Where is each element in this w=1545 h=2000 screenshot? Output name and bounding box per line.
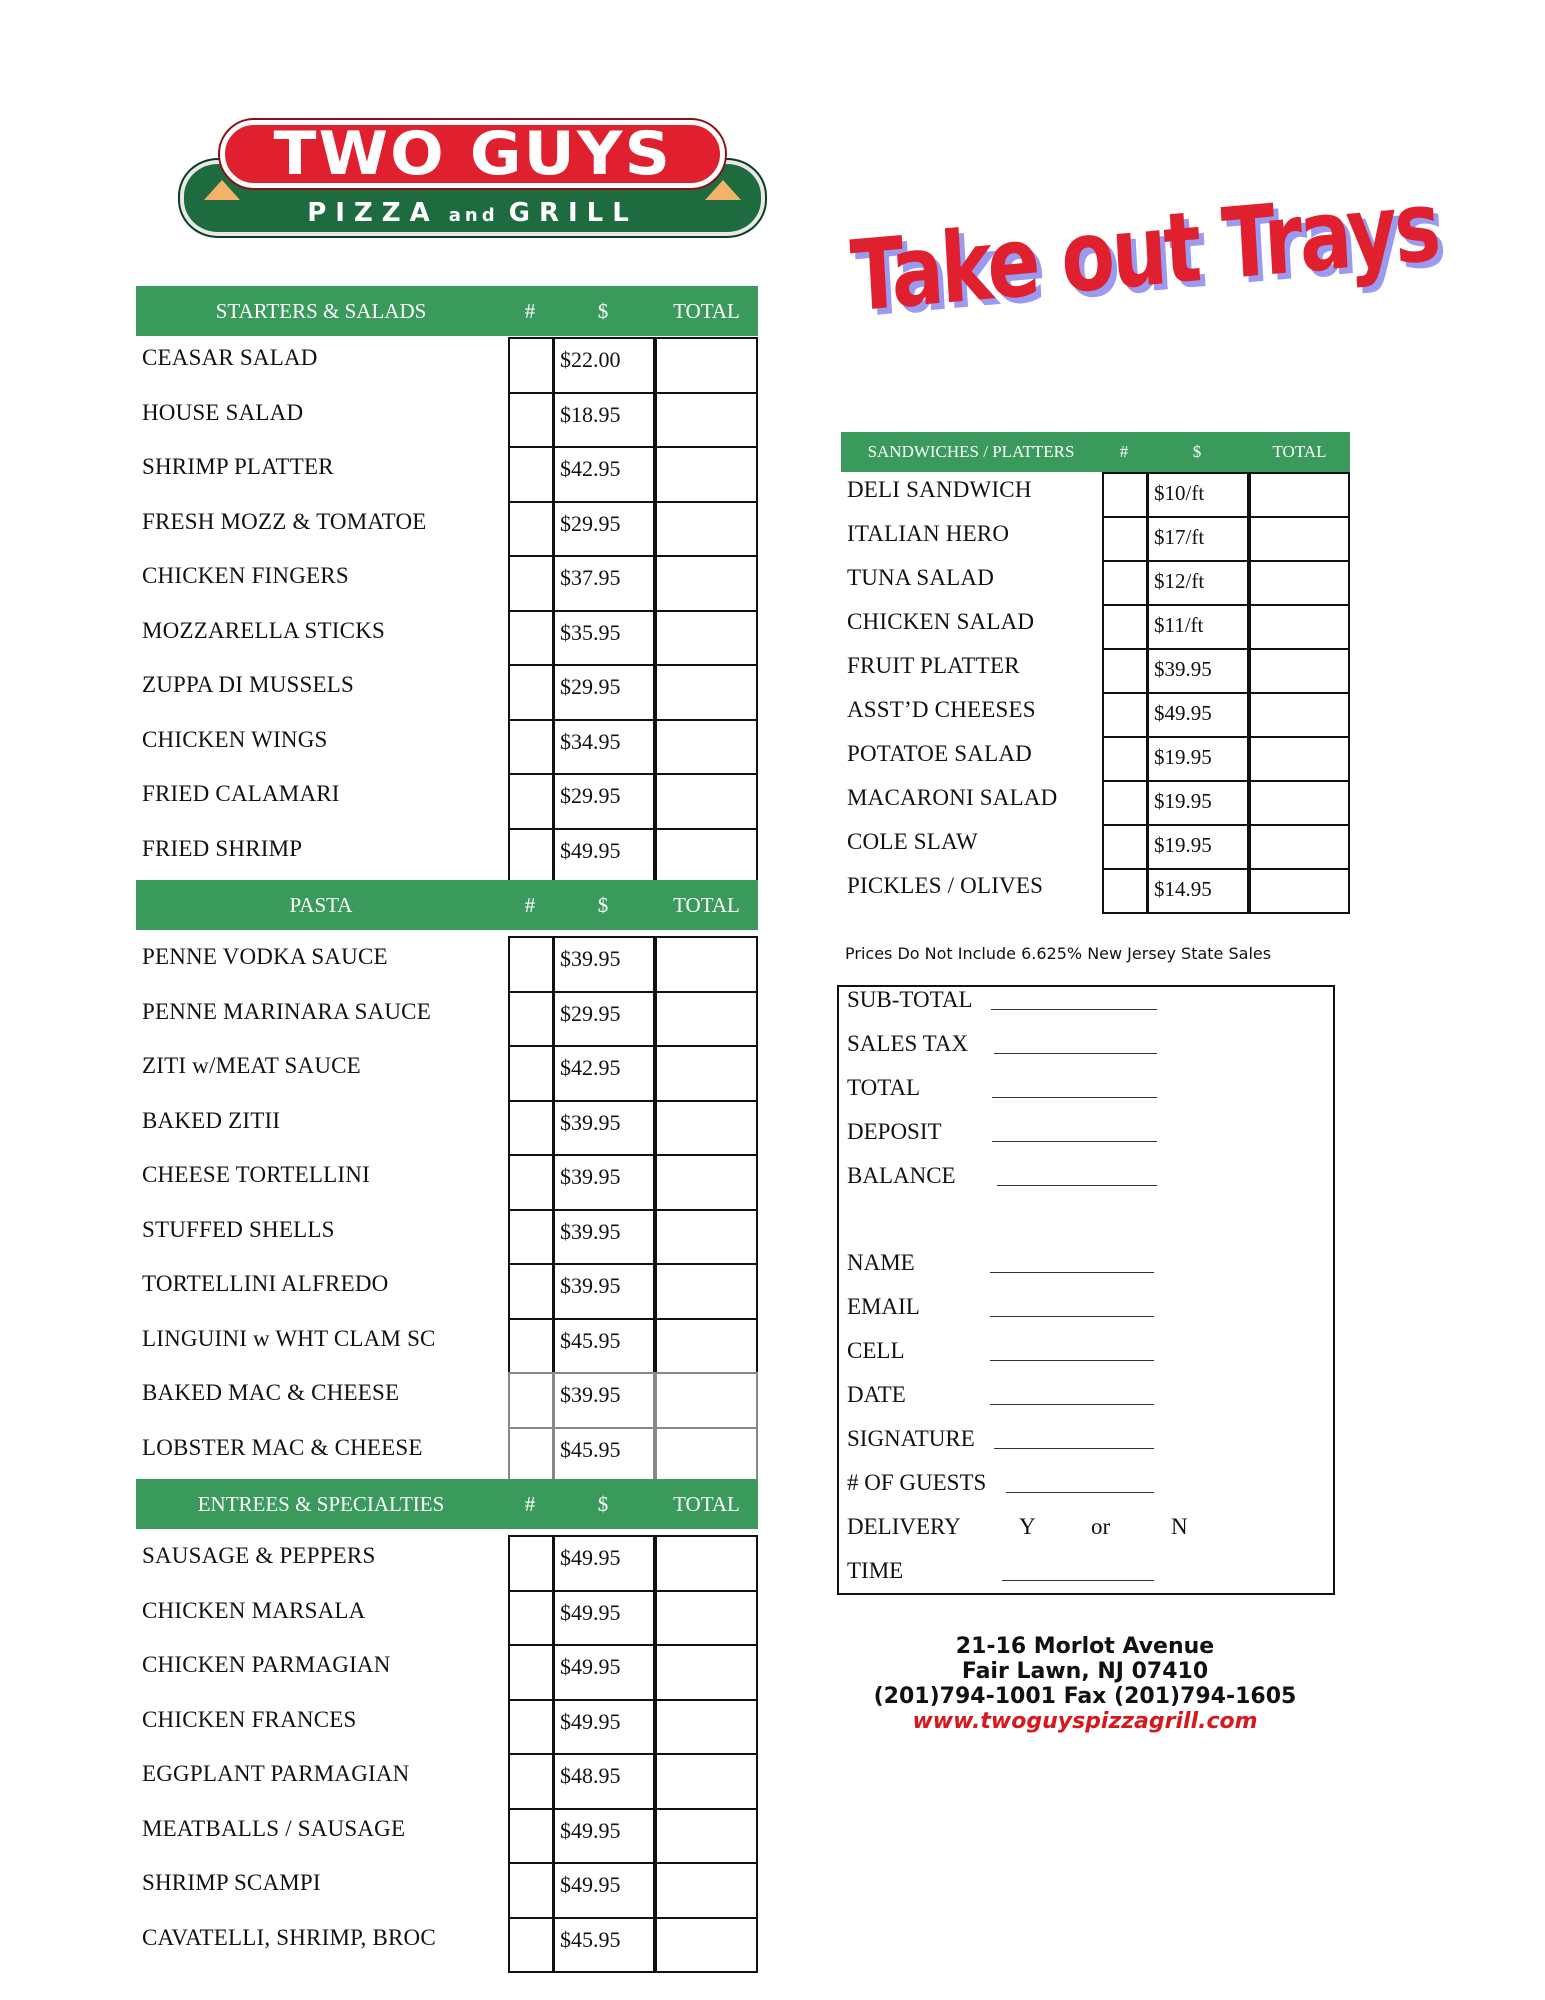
delivery-or-text: or	[1091, 1514, 1111, 1539]
starters-section-title: STARTERS & SALADS	[215, 298, 427, 323]
price-cell	[1147, 780, 1249, 826]
total-field[interactable]	[1249, 516, 1350, 562]
pasta-col-number: #	[524, 892, 536, 917]
item-name: LOBSTER MAC & CHEESE	[142, 1434, 423, 1460]
guests-field-line[interactable]	[1006, 1492, 1154, 1493]
date-field-line[interactable]	[990, 1404, 1154, 1405]
quantity-field[interactable]	[508, 1154, 554, 1211]
item-price: $29.95	[560, 674, 621, 699]
total-field[interactable]	[655, 1862, 758, 1919]
item-price: $49.95	[560, 1545, 621, 1570]
item-name: POTATOE SALAD	[847, 741, 1032, 766]
name-field-line[interactable]	[990, 1272, 1154, 1273]
cell-field-line[interactable]	[990, 1360, 1154, 1361]
quantity-field[interactable]	[508, 1644, 554, 1701]
item-price: $19.95	[1154, 745, 1212, 769]
total-field[interactable]	[655, 1045, 758, 1102]
item-price: $49.95	[1154, 701, 1212, 725]
starters-header	[136, 286, 758, 336]
item-price: $45.95	[560, 1327, 621, 1353]
quantity-field[interactable]	[1102, 604, 1148, 650]
logo-sub-left: PIZZA	[307, 198, 439, 228]
item-price: $48.95	[560, 1763, 621, 1788]
item-name: FRUIT PLATTER	[847, 653, 1020, 678]
item-price: $49.95	[560, 837, 621, 863]
item-name: CHICKEN WINGS	[142, 726, 328, 752]
logo	[180, 118, 765, 238]
price-cell	[553, 664, 655, 721]
price-cell	[553, 1100, 655, 1157]
balance-label: BALANCE	[847, 1163, 956, 1188]
item-name: ASST’D CHEESES	[847, 697, 1036, 722]
total-field[interactable]	[1249, 868, 1350, 914]
subtotal-label: SUB-TOTAL	[847, 987, 973, 1012]
quantity-field[interactable]	[508, 337, 554, 394]
item-name: CHICKEN SALAD	[847, 609, 1035, 634]
starters-col-number: #	[524, 298, 536, 323]
quantity-field[interactable]	[1102, 824, 1148, 870]
item-name: CHICKEN PARMAGIAN	[142, 1652, 391, 1677]
sandwiches-col-total: TOTAL	[1272, 442, 1327, 461]
total-field[interactable]	[655, 337, 758, 394]
item-name: BAKED ZITII	[142, 1107, 281, 1133]
item-price: $29.95	[560, 510, 621, 536]
logo-sub-right: GRILL	[508, 198, 638, 228]
total-field[interactable]	[655, 773, 758, 830]
sales-tax-label: SALES TAX	[847, 1031, 969, 1056]
item-price: $29.95	[560, 1000, 621, 1026]
sandwiches-section-title: SANDWICHES / PLATTERS	[867, 442, 1075, 461]
total-field[interactable]	[655, 1644, 758, 1701]
signature-label: SIGNATURE	[847, 1426, 975, 1451]
item-name: ITALIAN HERO	[847, 521, 1010, 546]
item-price: $49.95	[560, 1817, 621, 1843]
price-cell	[1147, 648, 1249, 694]
total-field[interactable]	[655, 1427, 758, 1484]
total-field[interactable]	[1249, 780, 1350, 826]
quantity-field[interactable]	[1102, 472, 1148, 518]
price-cell	[553, 828, 655, 885]
quantity-field[interactable]	[508, 610, 554, 667]
item-name: PENNE MARINARA SAUCE	[142, 998, 431, 1024]
total-field[interactable]	[655, 936, 758, 993]
total-field[interactable]	[655, 1154, 758, 1211]
item-price: $12/ft	[1154, 569, 1205, 593]
item-price: $39.95	[560, 1382, 621, 1407]
quantity-field[interactable]	[508, 773, 554, 830]
sales-tax-field-line[interactable]	[994, 1053, 1157, 1054]
delivery-no-option[interactable]: N	[1171, 1514, 1188, 1539]
item-name: SAUSAGE & PEPPERS	[142, 1543, 376, 1568]
pasta-header	[136, 880, 758, 930]
delivery-label: DELIVERY	[847, 1514, 961, 1539]
total-field[interactable]	[1249, 604, 1350, 650]
logo-sub-and: and	[448, 205, 499, 226]
item-price: $19.95	[1154, 789, 1212, 813]
total-field[interactable]	[655, 392, 758, 449]
email-label: EMAIL	[847, 1294, 920, 1319]
guests-label: # OF GUESTS	[847, 1470, 987, 1495]
item-price: $42.95	[560, 1055, 621, 1080]
item-price: $11/ft	[1154, 613, 1204, 637]
quantity-field[interactable]	[508, 1699, 554, 1756]
total-field[interactable]	[655, 991, 758, 1048]
total-label: TOTAL	[847, 1075, 921, 1100]
item-price: $14.95	[1154, 877, 1212, 901]
price-cell	[553, 1644, 655, 1701]
price-cell	[1147, 736, 1249, 782]
total-field[interactable]	[655, 1917, 758, 1974]
item-name: CHICKEN FINGERS	[142, 563, 349, 588]
price-cell	[1147, 868, 1249, 914]
signature-field-line[interactable]	[994, 1448, 1154, 1449]
total-field[interactable]	[655, 555, 758, 612]
item-price: $35.95	[560, 619, 621, 645]
total-field[interactable]	[655, 1699, 758, 1756]
item-name: BAKED MAC & CHEESE	[142, 1380, 400, 1405]
price-cell	[553, 1699, 655, 1756]
item-price: $49.95	[560, 1654, 621, 1679]
item-name: CHEESE TORTELLINI	[142, 1162, 370, 1187]
item-price: $49.95	[560, 1872, 621, 1897]
total-field[interactable]	[655, 1100, 758, 1157]
pasta-col-total: TOTAL	[673, 892, 740, 917]
quantity-field[interactable]	[1102, 868, 1148, 914]
order-summary-form	[837, 985, 1335, 1595]
item-name: LINGUINI w WHT CLAM SC	[142, 1325, 436, 1351]
cell-label: CELL	[847, 1338, 905, 1363]
price-cell	[1147, 824, 1249, 870]
balance-field-line[interactable]	[997, 1185, 1157, 1186]
page-title: Take out Trays	[848, 170, 1441, 335]
price-cell	[553, 446, 655, 503]
quantity-field[interactable]	[508, 1045, 554, 1102]
item-price: $45.95	[560, 1926, 621, 1952]
time-field-line[interactable]	[1002, 1580, 1154, 1581]
price-cell	[553, 1427, 655, 1484]
quantity-field[interactable]	[508, 664, 554, 721]
price-cell	[1147, 472, 1249, 518]
logo-name: TWO GUYS	[273, 119, 672, 189]
email-field-line[interactable]	[990, 1316, 1154, 1317]
contact-info	[835, 1634, 1335, 1734]
item-price: $39.95	[560, 946, 621, 971]
item-price: $49.95	[560, 1599, 621, 1625]
quantity-field[interactable]	[508, 1753, 554, 1810]
quantity-field[interactable]	[508, 1372, 554, 1429]
item-name: FRIED CALAMARI	[142, 781, 340, 806]
item-price: $34.95	[560, 728, 621, 754]
total-field[interactable]	[1249, 692, 1350, 738]
item-price: $17/ft	[1154, 525, 1205, 549]
total-field[interactable]	[1249, 648, 1350, 694]
item-name: SHRIMP SCAMPI	[142, 1870, 321, 1895]
item-price: $39.95	[560, 1218, 621, 1244]
quantity-field[interactable]	[508, 1318, 554, 1375]
phone-fax: (201)794-1001 Fax (201)794-1605	[873, 1684, 1297, 1709]
price-cell	[553, 501, 655, 558]
total-field[interactable]	[655, 1318, 758, 1375]
total-field-line[interactable]	[992, 1097, 1157, 1098]
price-cell	[553, 991, 655, 1048]
quantity-field[interactable]	[508, 446, 554, 503]
website-link[interactable]: www.twoguyspizzagrill.com	[912, 1709, 1258, 1734]
quantity-field[interactable]	[1102, 780, 1148, 826]
tax-note: Prices Do Not Include 6.625% New Jersey State Sales	[845, 944, 1272, 963]
price-cell	[553, 1154, 655, 1211]
item-price: $39.95	[560, 1164, 621, 1189]
logo-right-triangle	[705, 180, 741, 200]
item-price: $29.95	[560, 783, 621, 808]
sandwiches-col-number: #	[1119, 442, 1129, 461]
total-field[interactable]	[655, 610, 758, 667]
entrees-col-total: TOTAL	[673, 1491, 740, 1516]
item-price: $18.95	[560, 401, 621, 427]
quantity-field[interactable]	[508, 1100, 554, 1157]
item-name: STUFFED SHELLS	[142, 1216, 335, 1242]
price-cell	[553, 936, 655, 993]
item-price: $42.95	[560, 456, 621, 481]
price-cell	[553, 1535, 655, 1592]
quantity-field[interactable]	[508, 1808, 554, 1865]
entrees-col-number: #	[524, 1491, 536, 1516]
quantity-field[interactable]	[508, 1862, 554, 1919]
price-cell	[553, 1263, 655, 1320]
sandwiches-header	[841, 432, 1350, 472]
quantity-field[interactable]	[1102, 692, 1148, 738]
total-field[interactable]	[655, 828, 758, 885]
quantity-field[interactable]	[508, 991, 554, 1048]
item-name: MEATBALLS / SAUSAGE	[142, 1815, 406, 1841]
price-cell	[553, 1753, 655, 1810]
total-field[interactable]	[1249, 472, 1350, 518]
deposit-label: DEPOSIT	[847, 1119, 942, 1144]
price-cell	[1147, 604, 1249, 650]
pasta-col-price: $	[597, 892, 609, 917]
total-field[interactable]	[655, 664, 758, 721]
total-field[interactable]	[655, 1372, 758, 1429]
quantity-field[interactable]	[1102, 560, 1148, 606]
item-name: FRESH MOZZ & TOMATOE	[142, 508, 427, 534]
item-name: CHICKEN FRANCES	[142, 1706, 357, 1732]
price-cell	[553, 1917, 655, 1974]
item-price: $49.95	[560, 1708, 621, 1734]
address-line-2: Fair Lawn, NJ 07410	[961, 1659, 1209, 1684]
deposit-field-line[interactable]	[992, 1141, 1157, 1142]
item-name: PICKLES / OLIVES	[847, 873, 1044, 898]
quantity-field[interactable]	[508, 555, 554, 612]
quantity-field[interactable]	[1102, 648, 1148, 694]
item-name: CEASAR SALAD	[142, 345, 318, 370]
logo-subtitle	[180, 198, 765, 228]
item-name: COLE SLAW	[847, 829, 978, 854]
item-price: $45.95	[560, 1436, 621, 1462]
item-name: EGGPLANT PARMAGIAN	[142, 1761, 410, 1786]
price-cell	[553, 1372, 655, 1429]
item-price: $39.95	[560, 1273, 621, 1298]
quantity-field[interactable]	[508, 1917, 554, 1974]
total-field[interactable]	[655, 719, 758, 776]
delivery-yes-option[interactable]: Y	[1019, 1514, 1036, 1539]
entrees-col-price: $	[597, 1491, 609, 1516]
price-cell	[1147, 692, 1249, 738]
sandwiches-col-price: $	[1192, 442, 1202, 461]
address-line-1: 21-16 Morlot Avenue	[955, 1634, 1215, 1659]
item-price: $39.95	[1154, 657, 1212, 681]
date-label: DATE	[847, 1382, 906, 1407]
starters-col-total: TOTAL	[673, 298, 740, 323]
quantity-field[interactable]	[508, 392, 554, 449]
total-field[interactable]	[655, 1808, 758, 1865]
item-name: FRIED SHRIMP	[142, 835, 303, 861]
quantity-field[interactable]	[508, 1427, 554, 1484]
total-field[interactable]	[655, 501, 758, 558]
item-name: MOZZARELLA STICKS	[142, 617, 385, 643]
price-cell	[553, 1808, 655, 1865]
total-field[interactable]	[1249, 560, 1350, 606]
item-name: TUNA SALAD	[847, 565, 995, 590]
quantity-field[interactable]	[508, 936, 554, 993]
total-field[interactable]	[655, 1590, 758, 1647]
quantity-field[interactable]	[1102, 516, 1148, 562]
item-price: $37.95	[560, 565, 621, 590]
total-field[interactable]	[1249, 824, 1350, 870]
quantity-field[interactable]	[508, 1535, 554, 1592]
item-name: MACARONI SALAD	[847, 785, 1058, 810]
quantity-field[interactable]	[508, 501, 554, 558]
price-cell	[553, 773, 655, 830]
starters-col-price: $	[597, 298, 609, 323]
total-field[interactable]	[655, 1535, 758, 1592]
logo-name-banner	[220, 120, 725, 188]
quantity-field[interactable]	[1102, 736, 1148, 782]
logo-left-triangle	[204, 180, 240, 200]
item-price: $22.00	[560, 347, 621, 372]
quantity-field[interactable]	[508, 1263, 554, 1320]
total-field[interactable]	[655, 446, 758, 503]
item-price: $19.95	[1154, 833, 1212, 857]
price-cell	[553, 1862, 655, 1919]
name-label: NAME	[847, 1250, 915, 1275]
item-price: $39.95	[560, 1109, 621, 1135]
item-name: SHRIMP PLATTER	[142, 454, 334, 479]
time-label: TIME	[847, 1558, 904, 1583]
pasta-section-title: PASTA	[289, 892, 353, 917]
total-field[interactable]	[1249, 736, 1350, 782]
item-name: ZITI w/MEAT SAUCE	[142, 1053, 361, 1078]
price-cell	[553, 610, 655, 667]
price-cell	[553, 555, 655, 612]
quantity-field[interactable]	[508, 1209, 554, 1266]
price-cell	[553, 1590, 655, 1647]
item-name: CHICKEN MARSALA	[142, 1597, 366, 1623]
price-cell	[553, 1045, 655, 1102]
price-cell	[1147, 560, 1249, 606]
item-name: TORTELLINI ALFREDO	[142, 1271, 389, 1296]
total-field[interactable]	[655, 1263, 758, 1320]
price-cell	[553, 392, 655, 449]
subtotal-field-line[interactable]	[991, 1009, 1157, 1010]
item-name: PENNE VODKA SAUCE	[142, 944, 388, 969]
price-cell	[553, 1209, 655, 1266]
quantity-field[interactable]	[508, 719, 554, 776]
quantity-field[interactable]	[508, 828, 554, 885]
item-name: CAVATELLI, SHRIMP, BROC	[142, 1924, 436, 1950]
price-cell	[1147, 516, 1249, 562]
price-cell	[553, 1318, 655, 1375]
price-cell	[553, 337, 655, 394]
item-price: $10/ft	[1154, 481, 1205, 505]
item-name: DELI SANDWICH	[847, 477, 1032, 502]
item-name: ZUPPA DI MUSSELS	[142, 672, 354, 697]
quantity-field[interactable]	[508, 1590, 554, 1647]
price-cell	[553, 719, 655, 776]
entrees-section-title: ENTREES & SPECIALTIES	[197, 1491, 445, 1516]
total-field[interactable]	[655, 1209, 758, 1266]
item-name: HOUSE SALAD	[142, 399, 304, 425]
total-field[interactable]	[655, 1753, 758, 1810]
entrees-header	[136, 1479, 758, 1529]
